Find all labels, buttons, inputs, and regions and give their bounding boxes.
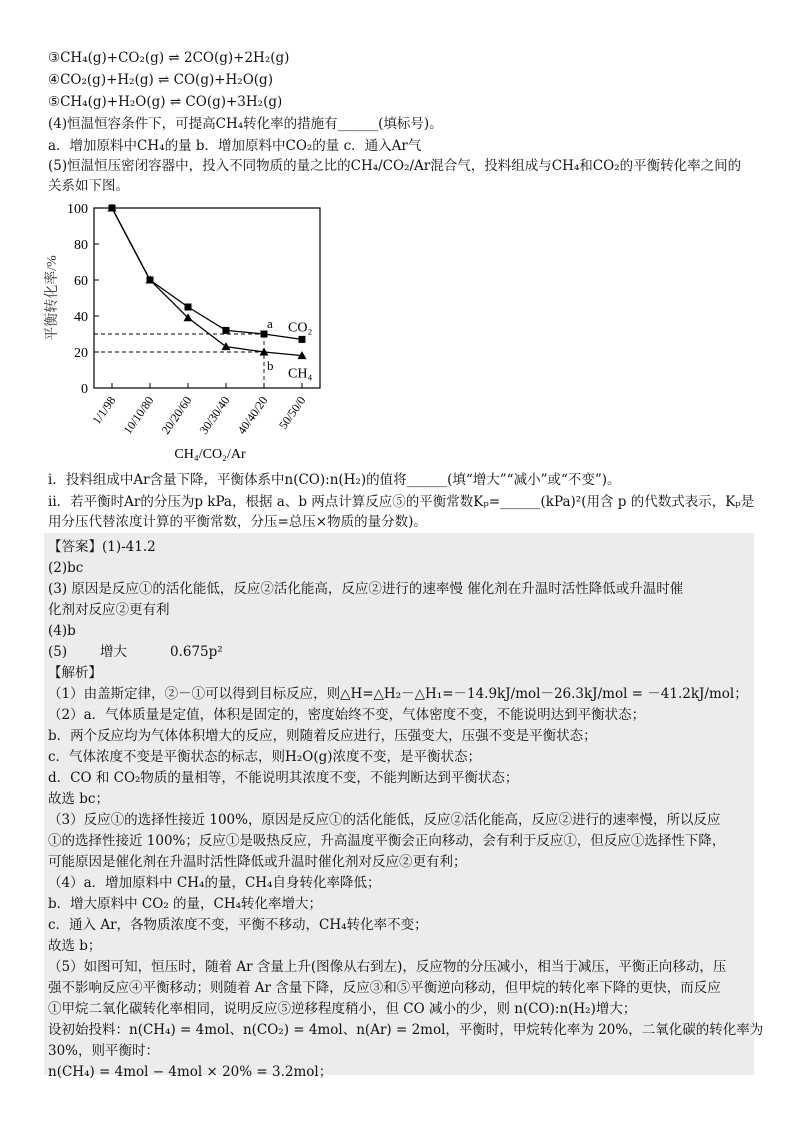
y-axis-label: 平衡转化率/% xyxy=(45,255,60,341)
sub-question-ii-line2: 用分压代替浓度计算的平衡常数，分压=总压×物质的量分数)。 xyxy=(48,514,427,530)
analysis-line: n(CH₄) = 4mol − 4mol × 20% = 3.2mol； xyxy=(48,1064,333,1080)
reaction-5: ⑤CH₄(g)+H₂O(g) ⇌ CO(g)+3H₂(g) xyxy=(48,94,283,110)
analysis-line: d．CO 和 CO₂物质的量相等，不能说明其浓度不变，不能判断达到平衡状态； xyxy=(48,770,519,786)
annotation-b: b xyxy=(267,358,274,373)
answer-3-line1: (3) 原因是反应①的活化能低，反应②活化能高，反应②进行的速率慢 催化剂在升温时活性降低或升温时催 xyxy=(48,581,684,597)
answer-4: (4)b xyxy=(48,623,76,639)
sub-question-i: i．投料组成中Ar含量下降，平衡体系中n(CO):n(H₂)的值将______(填“增大”“减小”或“不变”)。 xyxy=(48,472,621,488)
reaction-4: ④CO₂(g)+H₂(g) ⇌ CO(g)+H₂O(g) xyxy=(48,72,273,88)
analysis-line: b．增大原料中 CO₂ 的量，CH₄转化率增大； xyxy=(48,896,323,912)
answer-3-line2: 化剂对反应②更有利 xyxy=(48,602,170,618)
x-axis-label: CH₄/CO₂/Ar xyxy=(174,447,246,462)
co2-point xyxy=(185,304,192,311)
x-tick-label: 1/1/98 xyxy=(89,393,119,427)
answer-5-label: (5) xyxy=(48,644,68,660)
co2-point xyxy=(299,336,306,343)
y-tick-label: 20 xyxy=(74,346,88,361)
series-line-co2 xyxy=(112,208,302,339)
analysis-line: 故选 bc； xyxy=(48,791,109,807)
series-line-ch4 xyxy=(112,208,302,356)
analysis-line: 可能原因是催化剂在升温时活性降低或升温时催化剂对反应②更有利； xyxy=(48,854,467,870)
co2-point xyxy=(261,331,268,338)
analysis-line: 30%，则平衡时： xyxy=(48,1043,160,1059)
answer-5-value2: 0.675p² xyxy=(170,644,223,660)
analysis-line: （2）a．气体质量是定值，体积是固定的，密度始终不变，气体密度不变，不能说明达到平衡状态； xyxy=(48,707,646,723)
question-4: (4)恒温恒容条件下，可提高CH₄转化率的措施有______(填标号)。 xyxy=(48,116,443,132)
y-tick-label: 100 xyxy=(67,202,88,217)
analysis-line: （1）由盖斯定律，②－①可以得到目标反应，则△H=△H₂－△H₁=－14.9kJ/mol－26.3kJ/mol = －41.2kJ/mol； xyxy=(48,686,748,702)
reaction-3: ③CH₄(g)+CO₂(g) ⇌ 2CO(g)+2H₂(g) xyxy=(48,50,290,66)
sub-question-ii-line1: ii．若平衡时Ar的分压为p kPa，根据 a、b 两点计算反应⑤的平衡常数Kₚ=______(kPa)²(用含 p 的代数式表示，Kₚ是 xyxy=(48,494,755,510)
analysis-line: b．两个反应均为气体体积增大的反应，则随着反应进行，压强变大，压强不变是平衡状态； xyxy=(48,728,597,744)
ch4-point xyxy=(222,342,231,350)
analysis-line: 强不影响反应④平衡移动；则随着 Ar 含量下降，反应③和⑤平衡逆向移动，但甲烷的转化率下降的更快，而反应 xyxy=(48,980,721,996)
answer-header: 【答案】(1)-41.2 xyxy=(48,539,156,555)
analysis-line: 故选 b； xyxy=(48,938,102,954)
x-tick-label: 20/20/60 xyxy=(158,393,195,437)
y-tick-label: 60 xyxy=(74,274,88,289)
series-label: CH₄ xyxy=(288,366,313,382)
x-tick-label: 30/30/40 xyxy=(196,393,233,437)
conversion-chart xyxy=(40,190,340,470)
x-tick-label: 40/40/20 xyxy=(234,393,271,437)
x-tick-label: 10/10/80 xyxy=(120,393,157,437)
analysis-line: c．通入 Ar，各物质浓度不变，平衡不移动，CH₄转化率不变； xyxy=(48,917,428,933)
series-label: CO₂ xyxy=(288,320,313,336)
plot-frame xyxy=(94,208,320,388)
analysis-line: 设初始投料：n(CH₄) = 4mol、n(CO₂) = 4mol、n(Ar) = 2mol，平衡时，甲烷转化率为 20%，二氧化碳的转化率为 xyxy=(48,1022,764,1038)
question-5-line2: 关系如下图。 xyxy=(48,178,129,194)
answer-5-value1: 增大 xyxy=(100,644,127,660)
y-tick-label: 40 xyxy=(74,310,88,325)
analysis-line: ①甲烷二氧化碳转化率相同，说明反应⑤逆移程度稍小，但 CO 减小的少，则 n(CO):n(H₂)增大； xyxy=(48,1001,637,1017)
analysis-line: （3）反应①的选择性接近 100%，原因是反应①的活化能低，反应②活化能高，反应②进行的速率慢，所以反应 xyxy=(48,812,721,828)
analysis-line: （5）如图可知，恒压时，随着 Ar 含量上升(图像从右到左)，反应物的分压减小，相当于减压，平衡正向移动，压 xyxy=(48,959,727,975)
question-4-options: a．增加原料中CH₄的量 b．增加原料中CO₂的量 c．通入Ar气 xyxy=(48,138,422,154)
co2-point xyxy=(223,327,230,334)
answer-2: (2)bc xyxy=(48,560,84,576)
y-tick-label: 0 xyxy=(81,382,88,397)
analysis-header: 【解析】 xyxy=(48,665,102,681)
x-tick-label: 50/50/0 xyxy=(275,393,309,432)
analysis-line: （4）a．增加原料中 CH₄的量，CH₄自身转化率降低； xyxy=(48,875,381,891)
analysis-line: c．气体浓度不变是平衡状态的标志，则H₂O(g)浓度不变，是平衡状态； xyxy=(48,749,481,765)
question-5-line1: (5)恒温恒压密闭容器中，投入不同物质的量之比的CH₄/CO₂/Ar混合气，投料组成与CH₄和CO₂的平衡转化率之间的 xyxy=(48,158,742,174)
analysis-line: ①的选择性接近 100%；反应①是吸热反应，升高温度平衡会正向移动，会有利于反应①，但反应①选择性下降， xyxy=(48,833,726,849)
y-tick-label: 80 xyxy=(74,238,88,253)
annotation-a: a xyxy=(267,316,273,331)
